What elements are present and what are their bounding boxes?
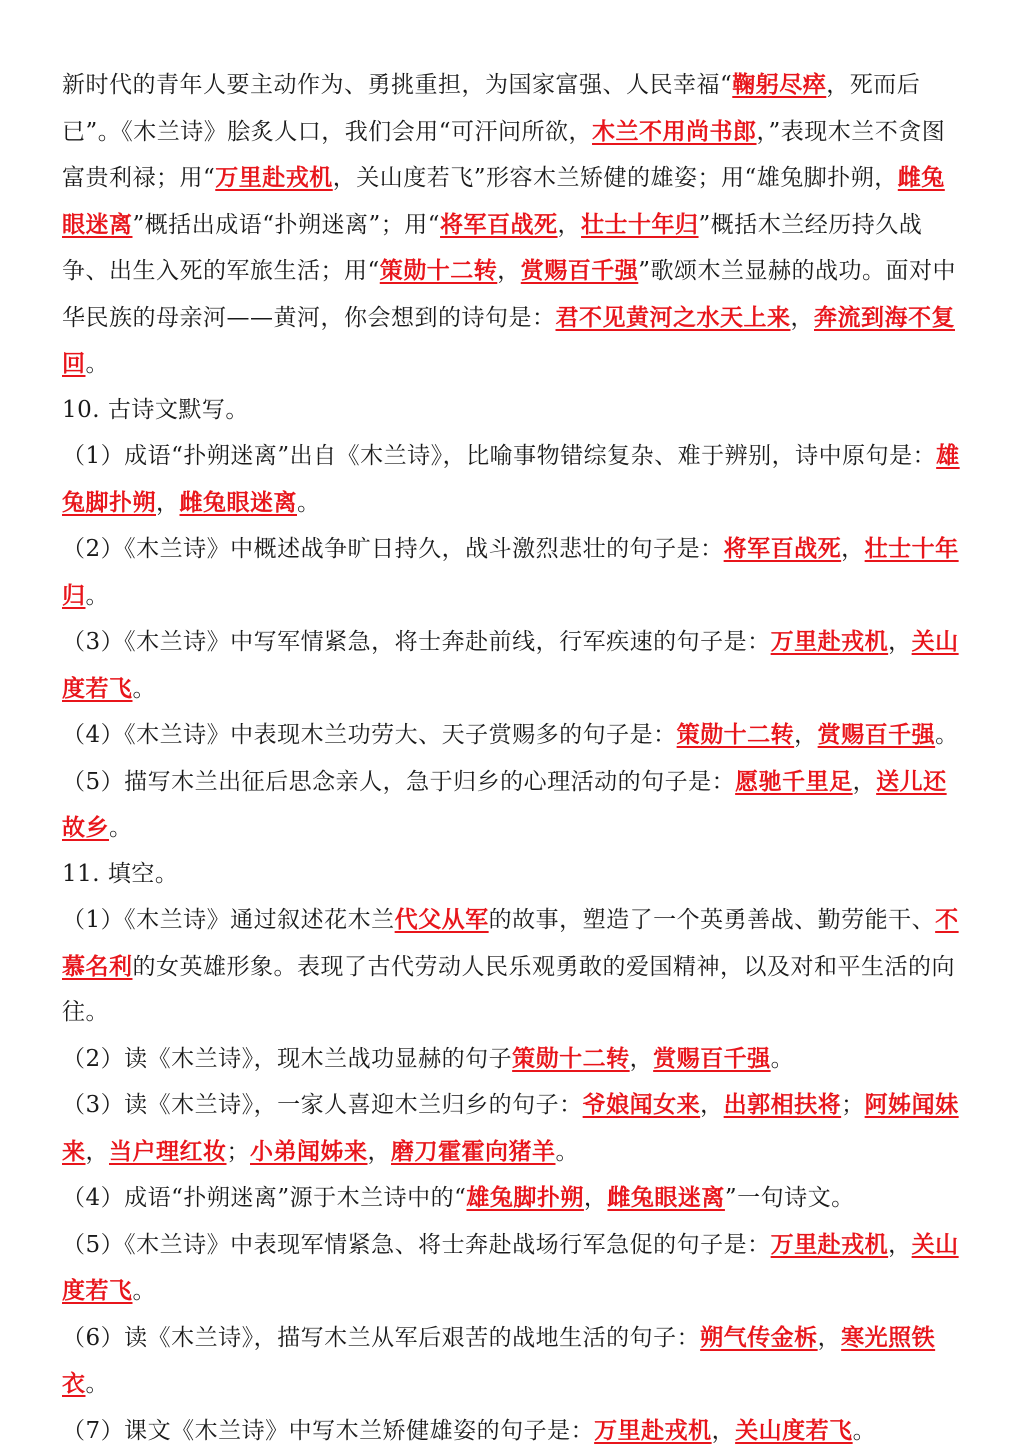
intro-text: 。 bbox=[86, 351, 110, 377]
intro-text: ， bbox=[497, 258, 521, 284]
answer-text: 赏赐百千强 bbox=[521, 257, 639, 284]
answer-text: 策勋十二转 bbox=[512, 1045, 630, 1072]
question-11-4 bbox=[62, 1175, 962, 1222]
question-10-4 bbox=[62, 712, 962, 759]
punctuation: ， bbox=[853, 769, 877, 795]
answer-text: 鞠躬尽瘁 bbox=[732, 71, 826, 98]
answer-text: 不慕名利 bbox=[62, 906, 959, 980]
intro-text: ”概括出成语“扑朔迷离”；用“ bbox=[133, 212, 441, 238]
answer-text: 寒光照铁衣 bbox=[62, 1324, 935, 1398]
answer-text: 阿姊闻妹来 bbox=[62, 1091, 959, 1165]
punctuation: 。 bbox=[297, 490, 321, 516]
punctuation: ， bbox=[700, 1092, 724, 1118]
answer-text: 赏赐百千强 bbox=[653, 1045, 771, 1072]
question-11-7 bbox=[62, 1408, 962, 1454]
section-heading-11: 11. 填空。 bbox=[62, 852, 962, 898]
punctuation: ， bbox=[584, 1185, 608, 1211]
answer-text: 磨刀霍霍向猪羊 bbox=[391, 1138, 556, 1165]
question-text: （1）《木兰诗》通过叙述花木兰 bbox=[62, 907, 395, 933]
answer-text: 当户理红妆 bbox=[109, 1138, 227, 1165]
intro-text: ”概括木兰经历持久战争、出生入死的军旅生活；用“ bbox=[62, 212, 922, 285]
question-10-3 bbox=[62, 619, 962, 712]
answer-text: 将军百战死 bbox=[724, 535, 842, 562]
answer-text: 万里赴戎机 bbox=[771, 1231, 889, 1258]
punctuation: ， bbox=[368, 1139, 392, 1165]
punctuation: ， bbox=[841, 536, 865, 562]
document-page bbox=[62, 62, 962, 1454]
answer-text: 代父从军 bbox=[395, 906, 489, 933]
answer-text: 木兰不用尚书郎 bbox=[592, 118, 757, 145]
question-text: （2）《木兰诗》中概述战争旷日持久，战斗激烈悲壮的句子是： bbox=[62, 536, 724, 562]
answer-text: 万里赴戎机 bbox=[594, 1417, 712, 1444]
punctuation: ， bbox=[156, 490, 180, 516]
punctuation: ， bbox=[794, 722, 818, 748]
punctuation: ； bbox=[227, 1139, 251, 1165]
answer-text: 愿驰千里足 bbox=[735, 768, 853, 795]
intro-text: 新时代的青年人要主动作为、勇挑重担，为国家富强、人民幸福“ bbox=[62, 72, 732, 98]
section-heading-10: 10. 古诗文默写。 bbox=[62, 388, 962, 434]
question-11-6 bbox=[62, 1315, 962, 1408]
question-11-5 bbox=[62, 1222, 962, 1315]
answer-text: 策勋十二转 bbox=[380, 257, 498, 284]
question-10-5 bbox=[62, 759, 962, 852]
punctuation: ， bbox=[86, 1139, 110, 1165]
answer-text: 雌兔眼迷离 bbox=[62, 164, 945, 238]
question-text: （1）成语“扑朔迷离”出自《木兰诗》，比喻事物错综复杂、难于辨别，诗中原句是： bbox=[62, 443, 936, 469]
question-text: 的故事，塑造了一个英勇善战、勤劳能干、 bbox=[489, 907, 936, 933]
punctuation: ， bbox=[712, 1418, 736, 1444]
answer-text: 关山度若飞 bbox=[735, 1417, 853, 1444]
question-text: （6）读《木兰诗》，描写木兰从军后艰苦的战地生活的句子： bbox=[62, 1325, 700, 1351]
answer-text: 君不见黄河之水天上来 bbox=[556, 304, 791, 331]
answer-text: 壮士十年归 bbox=[62, 535, 959, 609]
punctuation: 。 bbox=[86, 583, 110, 609]
answer-text: 万里赴戎机 bbox=[215, 164, 333, 191]
punctuation: 。 bbox=[556, 1139, 580, 1165]
punctuation: 。 bbox=[935, 722, 959, 748]
answer-text: 雌兔眼迷离 bbox=[180, 489, 298, 516]
intro-paragraph bbox=[62, 62, 962, 388]
question-text: ”一句诗文。 bbox=[725, 1185, 855, 1211]
punctuation: 。 bbox=[86, 1371, 110, 1397]
question-text: （4）成语“扑朔迷离”源于木兰诗中的“ bbox=[62, 1185, 466, 1211]
punctuation: ， bbox=[888, 629, 912, 655]
punctuation: ， bbox=[888, 1232, 912, 1258]
intro-text: ， bbox=[791, 305, 815, 331]
answer-text: 策勋十二转 bbox=[677, 721, 795, 748]
answer-text: 赏赐百千强 bbox=[818, 721, 936, 748]
punctuation: 。 bbox=[109, 815, 133, 841]
question-11-3 bbox=[62, 1082, 962, 1175]
punctuation: 。 bbox=[853, 1418, 877, 1444]
intro-text: ，”表现木兰不贪图富贵利禄；用“ bbox=[62, 119, 945, 192]
answer-text: 将军百战死 bbox=[440, 211, 558, 238]
question-text: （2）读《木兰诗》，现木兰战功显赫的句子 bbox=[62, 1046, 512, 1072]
question-text: （5）描写木兰出征后思念亲人，急于归乡的心理活动的句子是： bbox=[62, 769, 735, 795]
answer-text: 雄兔脚扑朔 bbox=[62, 442, 960, 516]
punctuation: 。 bbox=[771, 1046, 795, 1072]
answer-text: 雄兔脚扑朔 bbox=[466, 1184, 584, 1211]
question-text: （7）课文《木兰诗》中写木兰矫健雄姿的句子是： bbox=[62, 1418, 594, 1444]
answer-text: 奔流到海不复回 bbox=[62, 304, 955, 378]
answer-text: 送儿还故乡 bbox=[62, 768, 947, 842]
answer-text: 壮士十年归 bbox=[581, 211, 699, 238]
question-11-2 bbox=[62, 1036, 962, 1083]
punctuation: 。 bbox=[133, 1278, 157, 1304]
punctuation: ， bbox=[818, 1325, 842, 1351]
punctuation: ， bbox=[630, 1046, 654, 1072]
question-text: （3）读《木兰诗》，一家人喜迎木兰归乡的句子： bbox=[62, 1092, 583, 1118]
intro-text: ，关山度若飞”形容木兰矫健的雄姿；用“雄兔脚扑朔， bbox=[333, 165, 898, 191]
question-10-1 bbox=[62, 433, 962, 526]
question-text: （4）《木兰诗》中表现木兰功劳大、天子赏赐多的句子是： bbox=[62, 722, 677, 748]
question-text: （5）《木兰诗》中表现军情紧急、将士奔赴战场行军急促的句子是： bbox=[62, 1232, 771, 1258]
answer-text: 朔气传金柝 bbox=[700, 1324, 818, 1351]
answer-text: 雌兔眼迷离 bbox=[607, 1184, 725, 1211]
question-text: 的女英雄形象。表现了古代劳动人民乐观勇敢的爱国精神，以及对和平生活的向往。 bbox=[62, 954, 955, 1026]
punctuation: 。 bbox=[133, 676, 157, 702]
answer-text: 小弟闻姊来 bbox=[250, 1138, 368, 1165]
answer-text: 出郭相扶将 bbox=[724, 1091, 842, 1118]
punctuation: ； bbox=[841, 1092, 865, 1118]
answer-text: 万里赴戎机 bbox=[771, 628, 889, 655]
question-10-2 bbox=[62, 526, 962, 619]
answer-text: 关山度若飞 bbox=[62, 628, 959, 702]
answer-text: 爷娘闻女来 bbox=[583, 1091, 701, 1118]
intro-text: ，死而后已”。《木兰诗》脍炙人口，我们会用“可汗问所欲， bbox=[62, 72, 920, 145]
question-text: （3）《木兰诗》中写军情紧急，将士奔赴前线，行军疾速的句子是： bbox=[62, 629, 771, 655]
answer-text: 关山度若飞 bbox=[62, 1231, 959, 1305]
intro-text: ”歌颂木兰显赫的战功。面对中华民族的母亲河——黄河，你会想到的诗句是： bbox=[62, 258, 956, 331]
intro-text: ， bbox=[558, 212, 582, 238]
question-11-1 bbox=[62, 897, 962, 1036]
